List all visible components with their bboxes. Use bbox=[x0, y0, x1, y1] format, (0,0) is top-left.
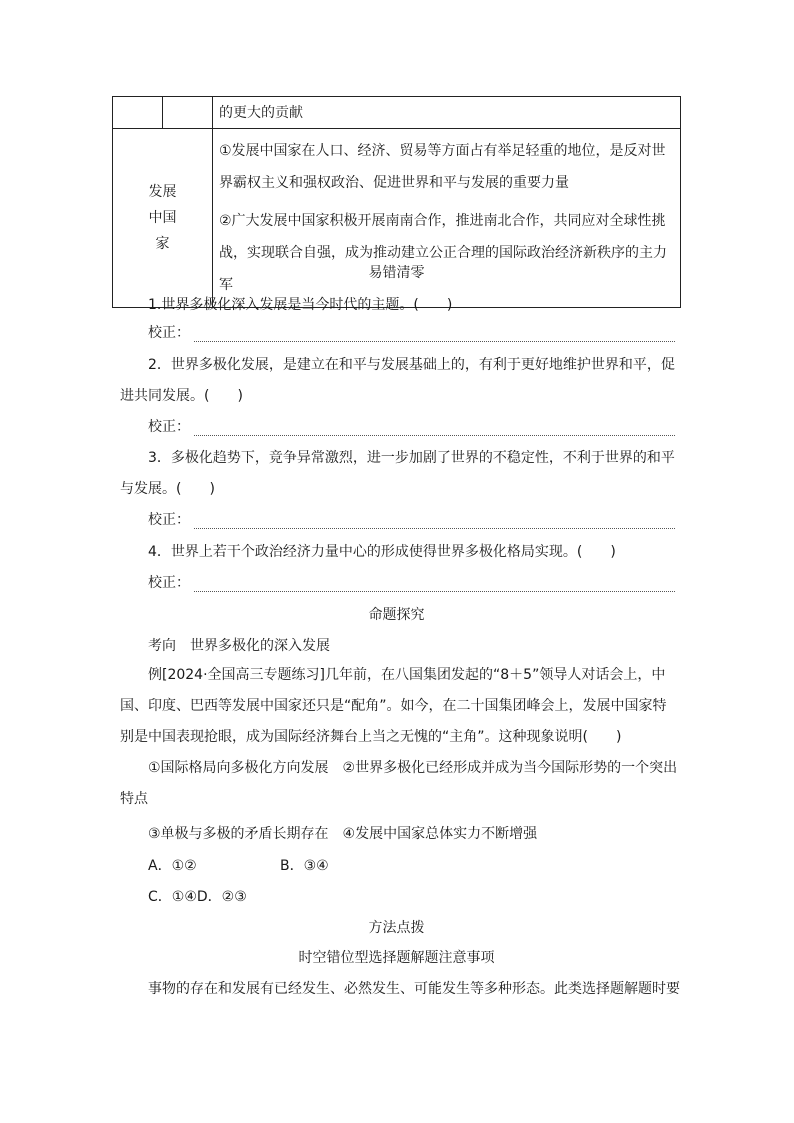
method-subtitle: 时空错位型选择题解题注意事项 bbox=[298, 950, 495, 966]
error-item-1: 1.世界多极化深入发展是当今时代的主题。( ) bbox=[148, 297, 453, 313]
table-cell bbox=[213, 97, 681, 129]
correction-label: 校正： bbox=[148, 419, 190, 435]
correction-blank[interactable] bbox=[194, 421, 675, 436]
example-question: 例[2024·全国高三专题练习]几年前，在八国集团发起的“8＋5”领导人对话会上，中国、印度、巴西等发展中国家还只是“配角”。如今，在二十国集团峰会上，发展中国家特别是中国表现抢眼，成为国际经济舞台上当之无愧的“主角”。这种现象说明( ) bbox=[120, 667, 667, 745]
error-item-3: 3．多极化趋势下，竞争异常激烈，进一步加剧了世界的不稳定性，不利于世界的和平与发展。( ) bbox=[120, 450, 675, 497]
correction-label: 校正： bbox=[148, 512, 190, 528]
option-c-d[interactable]: C．①④D．②③ bbox=[148, 889, 247, 905]
correction-label: 校正： bbox=[148, 575, 190, 591]
method-text: 事物的存在和发展有已经发生、必然发生、可能发生等多种形态。此类选择题解题时要 bbox=[148, 981, 680, 997]
table-cell bbox=[163, 97, 213, 129]
correction-blank[interactable] bbox=[194, 327, 675, 342]
row1-text: 的更大的贡献 bbox=[219, 104, 303, 121]
statement-1-2: ①国际格局向多极化方向发展 ②世界多极化已经形成并成为当今国际形势的一个突出特点 bbox=[120, 760, 678, 807]
point-1: ①发展中国家在人口、经济、贸易等方面占有举足轻重的地位，是反对世界霸权主义和强权政治、促进世界和平与发展的重要力量 bbox=[219, 143, 666, 191]
error-item-2: 2．世界多极化发展，是建立在和平与发展基础上的，有利于更好地维护世界和平，促进共同发展。( ) bbox=[120, 357, 675, 404]
option-a[interactable]: A．①② bbox=[148, 858, 197, 874]
table-row bbox=[113, 97, 681, 129]
correction-row-2 bbox=[148, 416, 675, 436]
exam-direction: 考向 世界多极化的深入发展 bbox=[148, 638, 330, 654]
correction-row-3 bbox=[148, 509, 675, 529]
statement-3-4: ③单极与多极的矛盾长期存在 ④发展中国家总体实力不断增强 bbox=[148, 826, 538, 842]
row-heading: 发展中国家 bbox=[148, 184, 177, 252]
error-item-4: 4．世界上若干个政治经济力量中心的形成使得世界多极化格局实现。( ) bbox=[148, 544, 616, 560]
point-2: ②广大发展中国家积极开展南南合作，推进南北合作，共同应对全球性挑战，实现联合自强，成为推动建立公正合理的国际政治经济新秩序的主力军 bbox=[219, 213, 667, 293]
correction-blank[interactable] bbox=[194, 514, 675, 529]
section-title-explore: 命题探究 bbox=[368, 607, 425, 623]
correction-label: 校正： bbox=[148, 325, 190, 341]
table-cell bbox=[113, 97, 163, 129]
correction-blank[interactable] bbox=[194, 577, 675, 592]
correction-row-1 bbox=[148, 322, 675, 342]
correction-row-4 bbox=[148, 572, 675, 592]
option-b[interactable]: B．③④ bbox=[280, 858, 329, 874]
section-title-errors: 易错清零 bbox=[368, 265, 425, 281]
section-title-method: 方法点拨 bbox=[368, 920, 425, 936]
